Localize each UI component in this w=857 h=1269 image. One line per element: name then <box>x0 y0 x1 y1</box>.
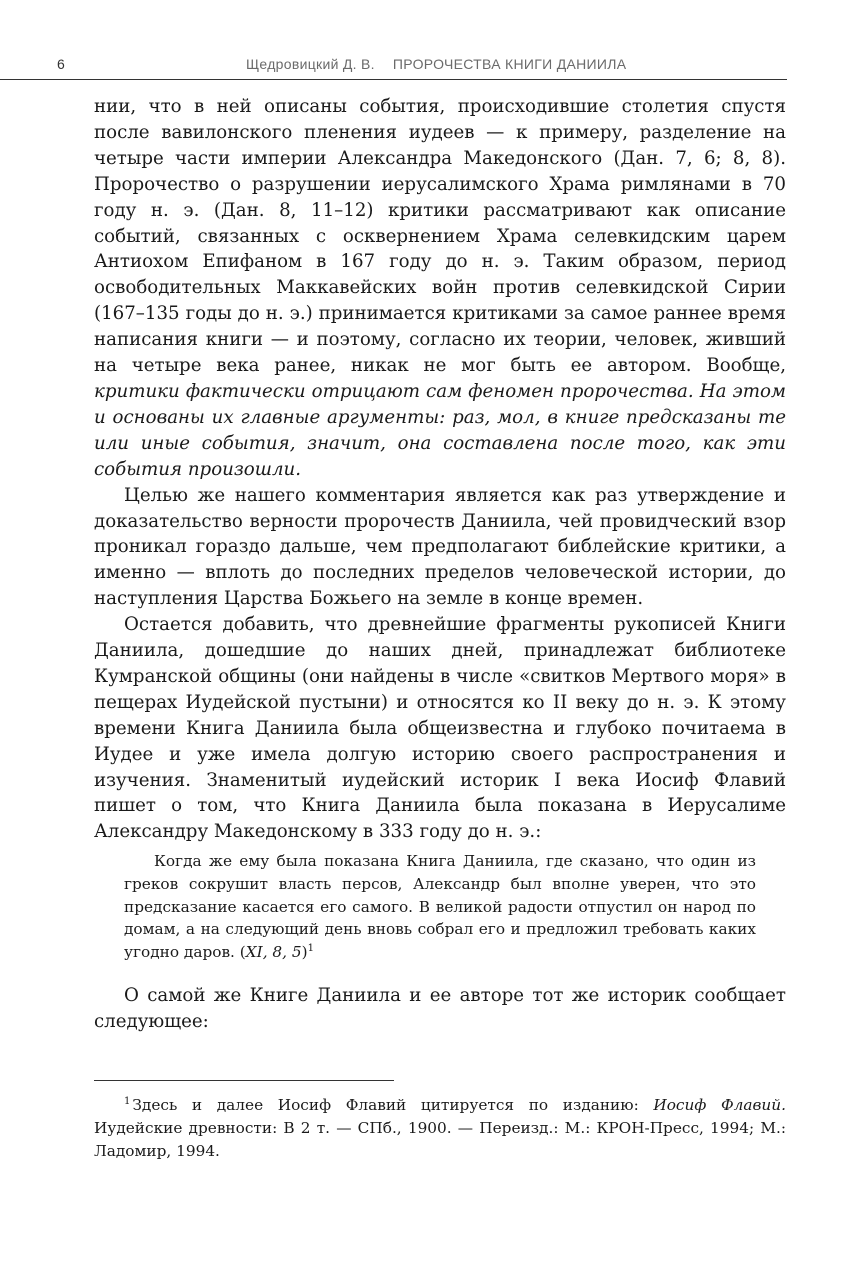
running-title-author: Щедровицкий Д. В. <box>246 56 375 72</box>
page-number: 6 <box>57 56 65 72</box>
footnote-text-start: Здесь и далее Иосиф Флавий цитируется по изданию: <box>132 1096 654 1114</box>
block-quote <box>124 850 756 964</box>
footnote-rule <box>94 1080 394 1081</box>
paragraph-1 <box>94 94 786 483</box>
quote-text: Когда же ему была показана Книга Даниила, где сказано, что один из греков сокрушит власть персов, Александр был вполне уверен, что это предсказание касается его самого. В великой радости отпустил он народ по домам, а на следующий день вновь собрал его и предложил требовать каких угодно даров. <box>124 852 756 962</box>
running-title-book: ПРОРОЧЕСТВА КНИГИ ДАНИИЛА <box>392 56 627 72</box>
main-text <box>94 94 786 845</box>
paragraph-after-quote: О самой же Книге Даниила и ее авторе тот же историк сообщает следующее: <box>94 985 786 1032</box>
footnote-mark: 1 <box>307 943 314 955</box>
footnote-text-end: Иудейские древности: В 2 т. — СПб., 1900. — Переизд.: М.: КРОН-Пресс, 1994; М.: Ладомир, 1994. <box>94 1118 786 1160</box>
paragraph-3: Остается добавить, что древнейшие фрагменты рукописей Книги Даниила, дошедшие до наших дней, принадлежат библиотеке Кумранской общины (они найдены в числе «свитков Мертвого моря» в пещерах Иудейской пустыни) и относятся ко II веку до н. э. К этому времени Книга Даниила была общеизвестна и глубоко почитаема в Иудее и уже имела долгую историю своего распространения и изучения. Знаменитый иудейский историк I века Иосиф Флавий пишет о том, что Книга Даниила была показана в Иерусалиме Александру Македонскому в 333 году до н. э.: <box>94 614 786 843</box>
footnote-number: 1 <box>124 1096 131 1107</box>
paragraph-2: Целью же нашего комментария является как раз утверждение и доказательство верности пророчеств Даниила, чей провидческий взор проникал гораздо дальше, чем предполагают библейские критики, а именно — вплоть до последних пределов человеческой истории, до наступления Царства Божьего на земле в конце времен. <box>94 484 786 610</box>
header-rule <box>0 79 787 80</box>
footnote-italic: Иосиф Флавий. <box>653 1096 786 1114</box>
page-header <box>0 0 857 80</box>
paragraph-1-italic: критики фактически отрицают сам феномен пророчества. На этом и основаны их главные аргументы: раз, мол, в книге предсказаны те или иные события, значит, она составлена после того, как эти события произошли. <box>94 380 786 480</box>
quote-ref-close: ) <box>301 943 308 962</box>
paragraph-1-text: нии, что в ней описаны события, происходившие столетия спустя после вавилонского пленения иудеев — к примеру, разделение на четыре части империи Александра Македонского (Дан. 7, 6; 8, 8). Пророчество о разрушении иерусалимского Храма римлянами в 70 году н. э. (Дан. 8, 11–12) критики рассматривают как описание событий, связанных с осквернением Храма селевкидским царем Антиохом Епифаном в 167 году до н. э. Таким образом, период освободительных Маккавейских войн против селевкидской Сирии (167–135 годы до н. э.) принимается критиками за самое раннее время написания книги — и поэтому, согласно их теории, человек, живший на четыре века ранее, никак не мог быть ее автором. Вообще, <box>94 96 786 377</box>
running-title <box>246 56 626 72</box>
quote-reference: XI, 8, 5 <box>245 943 302 962</box>
footnote <box>94 1094 786 1162</box>
quote-ref-open: ( <box>239 943 246 962</box>
